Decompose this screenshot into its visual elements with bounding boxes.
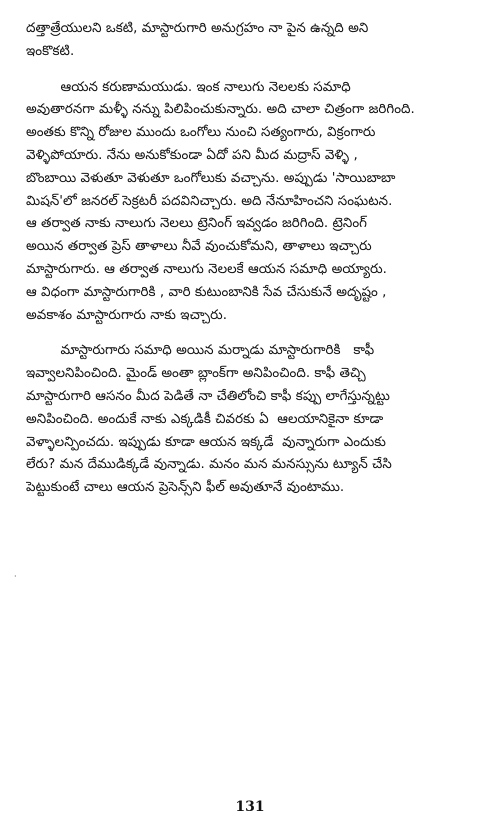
text-line: మిషన్'లో జనరల్ సెక్రటరీ పదవినిచ్చారు. అది నేనూహించని సంఘటన. bbox=[26, 193, 393, 209]
text-line: మాస్టారుగారు. ఆ తర్వాత నాలుగు నెలలకే ఆయన సమాధి అయ్యారు. bbox=[26, 261, 387, 277]
text-line: ఇంకొకటి. bbox=[26, 43, 75, 59]
text-line: పెట్టుకుంటే చాలు ఆయన ప్రెసెన్స్‌ని ఫీల్ అవుతూనే వుంటాము. bbox=[26, 480, 345, 496]
paragraph-1 bbox=[26, 18, 484, 64]
text-line: ఇవ్వాలనిపించింది. మైండ్ అంతా బ్లాంక్‌గా అనిపించింది. కాఫీ తెచ్చి bbox=[26, 366, 366, 382]
text-line: లేరు? మన దేముడిక్కడే వున్నాడు. మనం మన మనస్సును ట్యూన్ చేసి bbox=[26, 457, 392, 473]
text-line: ఆ విధంగా మాస్టారుగారికి , వారి కుటుంబానికి సేవ చేసుకునే అదృష్టం , bbox=[26, 284, 387, 300]
scan-speck: · bbox=[14, 572, 17, 581]
text-line: దత్తాత్రేయులని ఒకటి, మాస్టారుగారి అనుగ్రహం నా పైన ఉన్నది అని bbox=[26, 21, 369, 36]
paragraph-2 bbox=[26, 77, 484, 328]
text-line: అయిన తర్వాత ప్రెస్ తాళాలు నీవే వుంచుకోమని, తాళాలు ఇచ్చారు bbox=[26, 239, 372, 255]
text-line: అంతకు కొన్ని రోజుల ముందు ఒంగోలు నుంచి సత్యంగారు, విక్రంగారు bbox=[26, 125, 376, 141]
text-line: అవకాశం మాస్టారుగారు నాకు ఇచ్చారు. bbox=[26, 307, 228, 323]
text-line: అనిపించింది. అందుకే నాకు ఎక్కడికీ చివరకు ఏ ఆలయానికైనా కూడా bbox=[26, 411, 384, 427]
text-line: మాస్టారుగారు సమాధి అయిన మర్నాడు మాస్టారుగారికి కాఫీ bbox=[26, 343, 375, 359]
text-line: మాస్టారుగారి ఆసనం మీద పెడితే నా చేతిలోంచి కాఫీ కప్పు లాగేస్తున్నట్టు bbox=[26, 388, 390, 404]
text-line: వెళ్ళిపోయారు. నేను అనుకోకుండా ఏదో పని మీద మద్రాస్ వెళ్ళి , bbox=[26, 147, 358, 163]
text-line: బొంబాయి వెళుతూ వెళుతూ ఒంగోలుకు వచ్చాను. అప్పుడు 'సాయిబాబా bbox=[26, 170, 396, 186]
text-line: అవుతారనగా మళ్ళీ నన్ను పిలిపించుకున్నారు. అది చాలా చిత్రంగా జరిగింది. bbox=[26, 102, 415, 118]
text-line: ఆయన కరుణామయుడు. ఇంక నాలుగు నెలలకు సమాధి bbox=[26, 79, 351, 95]
body-text bbox=[26, 18, 484, 500]
text-line: ఆ తర్వాత నాకు నాలుగు నెలలు ట్రెనింగ్ ఇవ్వడం జరిగింది. ట్రెనింగ్ bbox=[26, 216, 368, 232]
paragraph-3 bbox=[26, 340, 484, 500]
text-line: వెళ్ళాలన్పించదు. ఇప్పుడు కూడా ఆయన ఇక్కడే వున్నారుగా ఎందుకు bbox=[26, 434, 386, 450]
page-number: 131 bbox=[235, 799, 265, 815]
